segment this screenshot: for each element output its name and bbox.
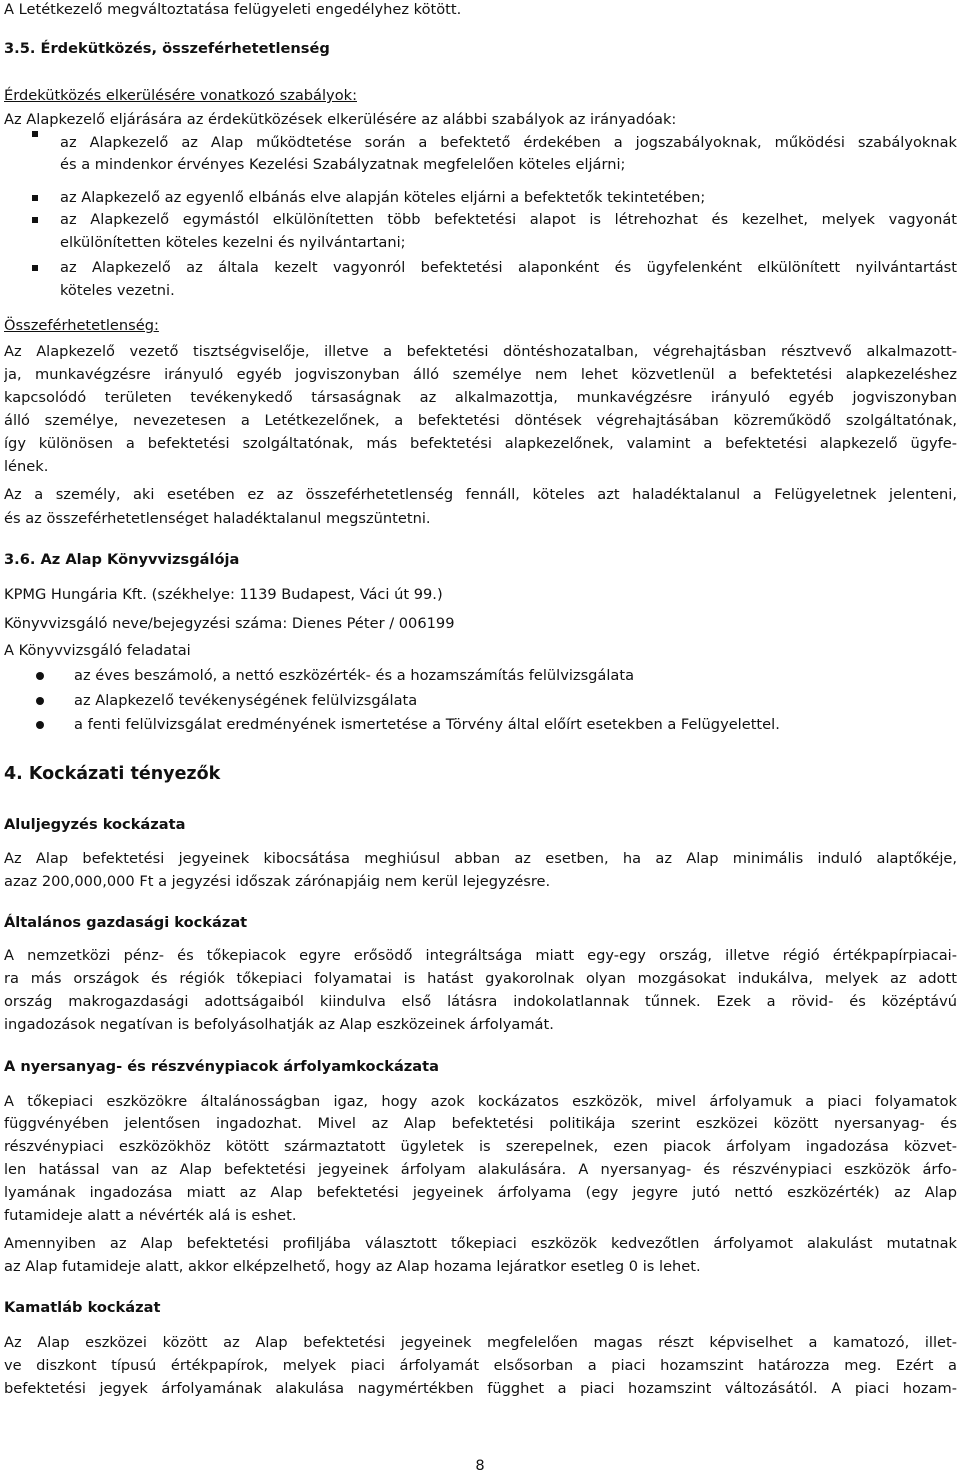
page-number: 8: [475, 1457, 485, 1474]
paragraph-line: ra más országok és régiók tőkepiaci folyamatai is hatást gyakorolnak olyan mozgásokat indukálva, melyek az adott: [4, 970, 957, 987]
list-item-line: az Alapkezelő az általa kezelt vagyonról befektetési alaponként és ügyfelenként elkülönített nyilvántartást: [60, 259, 957, 276]
text-line: A Letétkezelő megváltoztatása felügyeleti engedélyhez kötött.: [4, 1, 462, 18]
list-item: a fenti felülvizsgálat eredményének ismertetése a Törvény által előírt esetekben a Felügyelettel.: [74, 716, 780, 733]
section-heading: 3.6. Az Alap Könyvvizsgálója: [4, 551, 240, 568]
section-heading: 3.5. Érdekütközés, összeférhetetlenség: [4, 40, 330, 57]
paragraph-line: futamideje alatt a névérték alá is eshet.: [4, 1207, 297, 1224]
list-item-line: köteles vezetni.: [60, 282, 175, 299]
list-item-line: az Alapkezelő az Alap működtetése során a befektető érdekében a jogszabályoknak, működési szabályoknak: [60, 134, 957, 151]
paragraph-line: függvényében jelentősen ingadozhat. Mivel az Alap befektetési politikája szerint eszközei között nyersanyag- és: [4, 1115, 957, 1132]
paragraph-line: ve diszkont típusú értékpapírok, melyek piaci árfolyamát elsősorban a piaci hozamszint határozza meg. Ezért a: [4, 1357, 957, 1374]
paragraph-line: ingadozások negatívan is befolyásolhatják az Alap eszközeinek árfolyamát.: [4, 1016, 554, 1033]
list-item: az éves beszámoló, a nettó eszközérték- és a hozamszámítás felülvizsgálata: [74, 667, 635, 684]
auditor-company: KPMG Hungária Kft. (székhelye: 1139 Budapest, Váci út 99.): [4, 586, 443, 603]
paragraph-line: kapcsolódó területen tevékenykedő társaságnak az alkalmazottja, munkavégzésre irányuló egyéb jogviszonyban: [4, 389, 957, 406]
paragraph-line: ja, munkavégzésre irányuló egyéb jogviszonyban álló személye nem lehet közvetlenül a befektetési alapkezeléshez: [4, 366, 957, 383]
paragraph-line: Az Alapkezelő eljárására az érdekütközések elkerülésére az alábbi szabályok az irányadóak:: [4, 111, 677, 128]
paragraph-line: Amennyiben az Alap befektetési profiljába választott tőkepiaci eszközök kedvezőtlen árfolyamot alakulást mutatnak: [4, 1235, 957, 1252]
list-item-line: az Alapkezelő az egyenlő elbánás elve alapján köteles eljárni a befektetők tekintetében;: [60, 189, 706, 206]
square-bullet-icon: [32, 265, 38, 271]
paragraph-line: Az Alap eszközei között az Alap befektetési jegyeinek megfelelően magas részt képviselhet a kamatozó, illet-: [4, 1334, 957, 1351]
bullet-icon: [36, 721, 44, 729]
paragraph-line: Az Alap befektetési jegyeinek kibocsátása meghiúsul abban az esetben, ha az Alap minimális induló alaptőkéje,: [4, 850, 957, 867]
risk-title: Aluljegyzés kockázata: [4, 816, 186, 833]
paragraph-line: Az a személy, aki esetében ez az összeférhetetlenség fennáll, köteles azt haladéktalanul a Felügyeletnek jelenteni,: [4, 486, 957, 503]
subheading: Összeférhetetlenség:: [4, 317, 159, 334]
list-item-line: az Alapkezelő egymástól elkülönítetten több befektetési alapot is létrehozhat és kezelhet, melyek vagyonát: [60, 211, 957, 228]
auditor-name: Könyvvizsgáló neve/bejegyzési száma: Dienes Péter / 006199: [4, 615, 455, 632]
section-heading: 4. Kockázati tényezők: [4, 764, 221, 784]
risk-title: A nyersanyag- és részvénypiacok árfolyamkockázata: [4, 1058, 439, 1075]
risk-title: Kamatláb kockázat: [4, 1299, 161, 1316]
list-item-line: elkülönítetten köteles kezelni és nyilvántartani;: [60, 234, 406, 251]
paragraph-line: így különösen a befektetési szolgáltatónak, más befektetési alapkezelőnek, valamint a befektetési alapkezelő ügyfe-: [4, 435, 957, 452]
paragraph-line: befektetési jegyek árfolyamának alakulása nagymértékben függhet a piaci hozamszint változásától. A piaci hozam-: [4, 1380, 957, 1397]
paragraph-line: lének.: [4, 458, 49, 475]
square-bullet-icon: [32, 217, 38, 223]
subheading: Érdekütközés elkerülésére vonatkozó szabályok:: [4, 87, 357, 104]
paragraph-line: A nemzetközi pénz- és tőkepiacok egyre erősödő integráltsága miatt egy-egy ország, illetve régió értékpapírpiacai-: [4, 947, 957, 964]
paragraph-line: álló személye, nevezetesen a Letétkezelőnek, a befektetési döntések végrehajtásában közreműködő szolgáltatónak,: [4, 412, 957, 429]
bullet-icon: [36, 672, 44, 680]
square-bullet-icon: [32, 131, 38, 137]
paragraph-line: ország makrogazdasági adottságaiból kiindulva első látásra indokolatlannak tűnnek. Ezek a rövid- és középtávú: [4, 993, 957, 1010]
square-bullet-icon: [32, 195, 38, 201]
bullet-icon: [36, 697, 44, 705]
risk-title: Általános gazdasági kockázat: [4, 914, 248, 931]
paragraph-line: részvénypiaci eszközökhöz kötött származtatott ügyletek is szerepelnek, ezen piacok árfolyam ingadozása közvet-: [4, 1138, 957, 1155]
paragraph-line: len hatással van az Alap befektetési jegyeinek árfolyam alakulására. A nyersanyag- és részvénypiaci eszközök árfo-: [4, 1161, 957, 1178]
paragraph-line: Az Alapkezelő vezető tisztségviselője, illetve a befektetési döntéshozatalban, végrehajtásban résztvevő alkalmazott-: [4, 343, 957, 360]
paragraph-line: A tőkepiaci eszközökre általánosságban igaz, hogy azok kockázatos eszközök, mivel árfolyamuk a piaci folyamatok: [4, 1093, 957, 1110]
list-item: az Alapkezelő tevékenységének felülvizsgálata: [74, 692, 418, 709]
paragraph-line: azaz 200,000,000 Ft a jegyzési időszak zárónapjáig nem kerül lejegyzésre.: [4, 873, 551, 890]
tasks-label: A Könyvvizsgáló feladatai: [4, 642, 191, 659]
paragraph-line: lyamának ingadozása miatt az Alap befektetési jegyeinek árfolyama (egy jegyre jutó nettó eszközérték) az Alap: [4, 1184, 957, 1201]
paragraph-line: az Alap futamideje alatt, akkor elképzelhető, hogy az Alap hozama lejáratkor esetleg 0 is lehet.: [4, 1258, 701, 1275]
list-item-line: és a mindenkor érvényes Kezelési Szabályzatnak megfelelően köteles eljárni;: [60, 156, 626, 173]
paragraph-line: és az összeférhetetlenséget haladéktalanul megszüntetni.: [4, 510, 431, 527]
